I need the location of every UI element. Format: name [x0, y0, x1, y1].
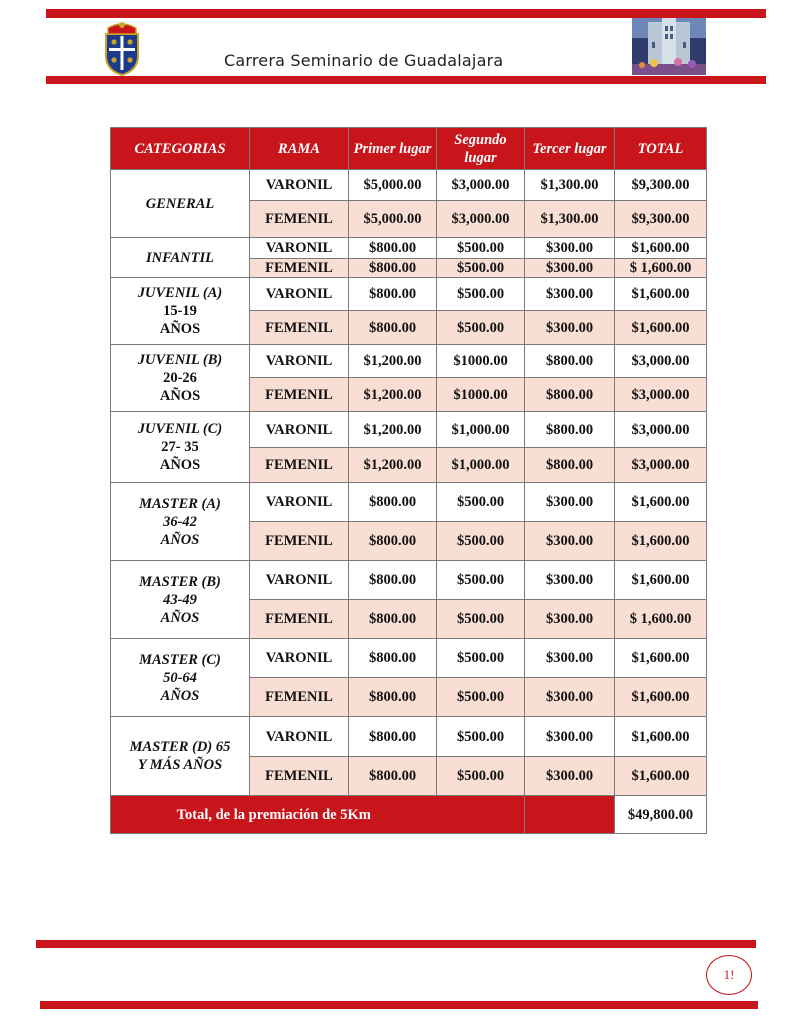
total-label-cell [111, 796, 437, 834]
category-label-line: 27- 35 [161, 439, 199, 455]
primer-lugar-cell: $1,200.00 [349, 448, 437, 483]
segundo-lugar-cell: $500.00 [437, 311, 525, 345]
category-cell [111, 639, 250, 717]
category-label-line: GENERAL [145, 195, 215, 212]
total-cell: $1,600.00 [615, 717, 707, 757]
category-label-line: AÑOS [160, 687, 200, 704]
category-label-line: MASTER (D) 65 [129, 739, 231, 755]
tercer-lugar-cell: $800.00 [525, 378, 615, 412]
total-cell: $9,300.00 [615, 170, 707, 201]
category-label-line: 15-19 [163, 303, 197, 319]
tercer-lugar-cell: $800.00 [525, 412, 615, 448]
rama-cell: VARONIL [250, 717, 349, 757]
total-cell: $1,600.00 [615, 639, 707, 678]
segundo-lugar-cell: $500.00 [437, 238, 525, 259]
total-cell: $1,600.00 [615, 678, 707, 717]
footer-red-bar-lower [40, 1001, 758, 1009]
category-cell [111, 561, 250, 639]
category-label-line: JUVENIL (B) [137, 352, 223, 368]
tercer-lugar-cell: $800.00 [525, 448, 615, 483]
table-row [111, 639, 707, 678]
category-label-line: AÑOS [160, 531, 200, 548]
primer-lugar-cell: $800.00 [349, 717, 437, 757]
column-header: Tercer lugar [525, 128, 615, 170]
category-cell [111, 717, 250, 796]
primer-lugar-cell: $800.00 [349, 639, 437, 678]
category-label-line: AÑOS [160, 609, 200, 626]
total-cell: $1,600.00 [615, 238, 707, 259]
category-cell [111, 345, 250, 412]
segundo-lugar-cell: $1,000.00 [437, 448, 525, 483]
segundo-lugar-cell: $3,000.00 [437, 170, 525, 201]
total-cell: $3,000.00 [615, 448, 707, 483]
table-row [111, 412, 707, 448]
tercer-lugar-cell: $300.00 [525, 278, 615, 311]
category-label-line: AÑOS [159, 321, 201, 337]
category-cell [111, 170, 250, 238]
total-cell: $1,600.00 [615, 311, 707, 345]
segundo-lugar-cell: $3,000.00 [437, 201, 525, 238]
tercer-lugar-cell: $300.00 [525, 259, 615, 278]
primer-lugar-cell: $800.00 [349, 561, 437, 600]
segundo-lugar-cell: $1000.00 [437, 378, 525, 412]
rama-cell: FEMENIL [250, 600, 349, 639]
segundo-lugar-cell: $500.00 [437, 522, 525, 561]
table-row [111, 717, 707, 757]
segundo-lugar-cell: $500.00 [437, 278, 525, 311]
category-label-line: JUVENIL (C) [137, 421, 223, 437]
category-label-line: MASTER (A) [139, 495, 221, 512]
total-cell: $9,300.00 [615, 201, 707, 238]
rama-cell: VARONIL [250, 561, 349, 600]
total-cell: $1,600.00 [615, 522, 707, 561]
primer-lugar-cell: $1,200.00 [349, 378, 437, 412]
segundo-lugar-cell: $1,000.00 [437, 412, 525, 448]
rama-cell: VARONIL [250, 412, 349, 448]
header-title: Carrera Seminario de Guadalajara [224, 51, 504, 70]
rama-cell: VARONIL [250, 639, 349, 678]
rama-cell: FEMENIL [250, 522, 349, 561]
category-cell [111, 238, 250, 278]
table-row [111, 345, 707, 378]
category-cell [111, 483, 250, 561]
primer-lugar-cell: $800.00 [349, 678, 437, 717]
primer-lugar-cell: $800.00 [349, 259, 437, 278]
tercer-lugar-cell: $300.00 [525, 639, 615, 678]
primer-lugar-cell: $800.00 [349, 600, 437, 639]
tercer-lugar-cell: $300.00 [525, 757, 615, 796]
rama-cell: FEMENIL [250, 678, 349, 717]
rama-cell: FEMENIL [250, 311, 349, 345]
primer-lugar-cell: $800.00 [349, 278, 437, 311]
tercer-lugar-cell: $1,300.00 [525, 201, 615, 238]
page-number: 1! [723, 967, 735, 982]
primer-lugar-cell: $800.00 [349, 522, 437, 561]
total-blank-cell [525, 796, 615, 834]
total-blank-cell [437, 796, 525, 834]
rama-cell: VARONIL [250, 170, 349, 201]
primer-lugar-cell: $1,200.00 [349, 345, 437, 378]
tercer-lugar-cell: $300.00 [525, 678, 615, 717]
prize-table [110, 127, 707, 834]
category-label-line: MASTER (C) [139, 651, 221, 668]
segundo-lugar-cell: $500.00 [437, 600, 525, 639]
page-number-badge [706, 955, 752, 995]
total-cell: $3,000.00 [615, 345, 707, 378]
tercer-lugar-cell: $800.00 [525, 345, 615, 378]
category-cell [111, 278, 250, 345]
top-red-bar [46, 9, 766, 18]
segundo-lugar-cell: $500.00 [437, 483, 525, 522]
segundo-lugar-cell: $1000.00 [437, 345, 525, 378]
table-row [111, 278, 707, 311]
primer-lugar-cell: $1,200.00 [349, 412, 437, 448]
category-label-line: 43-49 [163, 591, 197, 608]
category-label-line: 50-64 [163, 669, 197, 686]
primer-lugar-cell: $800.00 [349, 757, 437, 796]
table-row [111, 170, 707, 201]
segundo-lugar-cell: $500.00 [437, 561, 525, 600]
seminary-building-photo [632, 18, 706, 75]
category-cell [111, 412, 250, 483]
rama-cell: FEMENIL [250, 259, 349, 278]
primer-lugar-cell: $5,000.00 [349, 170, 437, 201]
primer-lugar-cell: $800.00 [349, 483, 437, 522]
column-header: RAMA [250, 128, 349, 170]
tercer-lugar-cell: $300.00 [525, 483, 615, 522]
total-cell: $ 1,600.00 [615, 600, 707, 639]
primer-lugar-cell: $800.00 [349, 238, 437, 259]
table-row [111, 561, 707, 600]
primer-lugar-cell: $5,000.00 [349, 201, 437, 238]
column-header: Segundo lugar [437, 128, 525, 170]
total-row [111, 796, 707, 834]
rama-cell: FEMENIL [250, 757, 349, 796]
footer-red-bar-upper [36, 940, 756, 948]
category-label-line: JUVENIL (A) [137, 285, 223, 301]
grand-total: $49,800.00 [615, 796, 707, 834]
category-label-line: AÑOS [159, 457, 201, 473]
tercer-lugar-cell: $300.00 [525, 600, 615, 639]
column-header: CATEGORIAS [111, 128, 250, 170]
primer-lugar-cell: $800.00 [349, 311, 437, 345]
table-header-row [111, 128, 707, 170]
total-cell: $3,000.00 [615, 378, 707, 412]
table-row [111, 483, 707, 522]
total-label: Total, de la premiación de 5Km [176, 806, 371, 823]
rama-cell: FEMENIL [250, 378, 349, 412]
rama-cell: FEMENIL [250, 201, 349, 238]
category-label-line: 36-42 [163, 513, 197, 530]
category-label-line: INFANTIL [146, 249, 214, 266]
segundo-lugar-cell: $500.00 [437, 717, 525, 757]
segundo-lugar-cell: $500.00 [437, 757, 525, 796]
tercer-lugar-cell: $300.00 [525, 717, 615, 757]
total-cell: $1,600.00 [615, 483, 707, 522]
segundo-lugar-cell: $500.00 [437, 678, 525, 717]
table-row [111, 238, 707, 259]
category-label-line: 20-26 [163, 370, 197, 386]
category-label-line: AÑOS [159, 388, 201, 404]
tercer-lugar-cell: $300.00 [525, 561, 615, 600]
rama-cell: FEMENIL [250, 448, 349, 483]
rama-cell: VARONIL [250, 483, 349, 522]
rama-cell: VARONIL [250, 345, 349, 378]
tercer-lugar-cell: $300.00 [525, 522, 615, 561]
segundo-lugar-cell: $500.00 [437, 639, 525, 678]
seminary-crest-logo [98, 20, 146, 76]
tercer-lugar-cell: $300.00 [525, 311, 615, 345]
category-label-line: MASTER (B) [139, 573, 221, 590]
total-cell: $3,000.00 [615, 412, 707, 448]
tercer-lugar-cell: $300.00 [525, 238, 615, 259]
rama-cell: VARONIL [250, 238, 349, 259]
column-header: Primer lugar [349, 128, 437, 170]
rama-cell: VARONIL [250, 278, 349, 311]
total-cell: $ 1,600.00 [615, 259, 707, 278]
tercer-lugar-cell: $1,300.00 [525, 170, 615, 201]
total-cell: $1,600.00 [615, 278, 707, 311]
total-cell: $1,600.00 [615, 757, 707, 796]
column-header: TOTAL [615, 128, 707, 170]
segundo-lugar-cell: $500.00 [437, 259, 525, 278]
header-red-bar [46, 76, 766, 84]
category-label-line: Y MÁS AÑOS [137, 757, 223, 773]
total-cell: $1,600.00 [615, 561, 707, 600]
